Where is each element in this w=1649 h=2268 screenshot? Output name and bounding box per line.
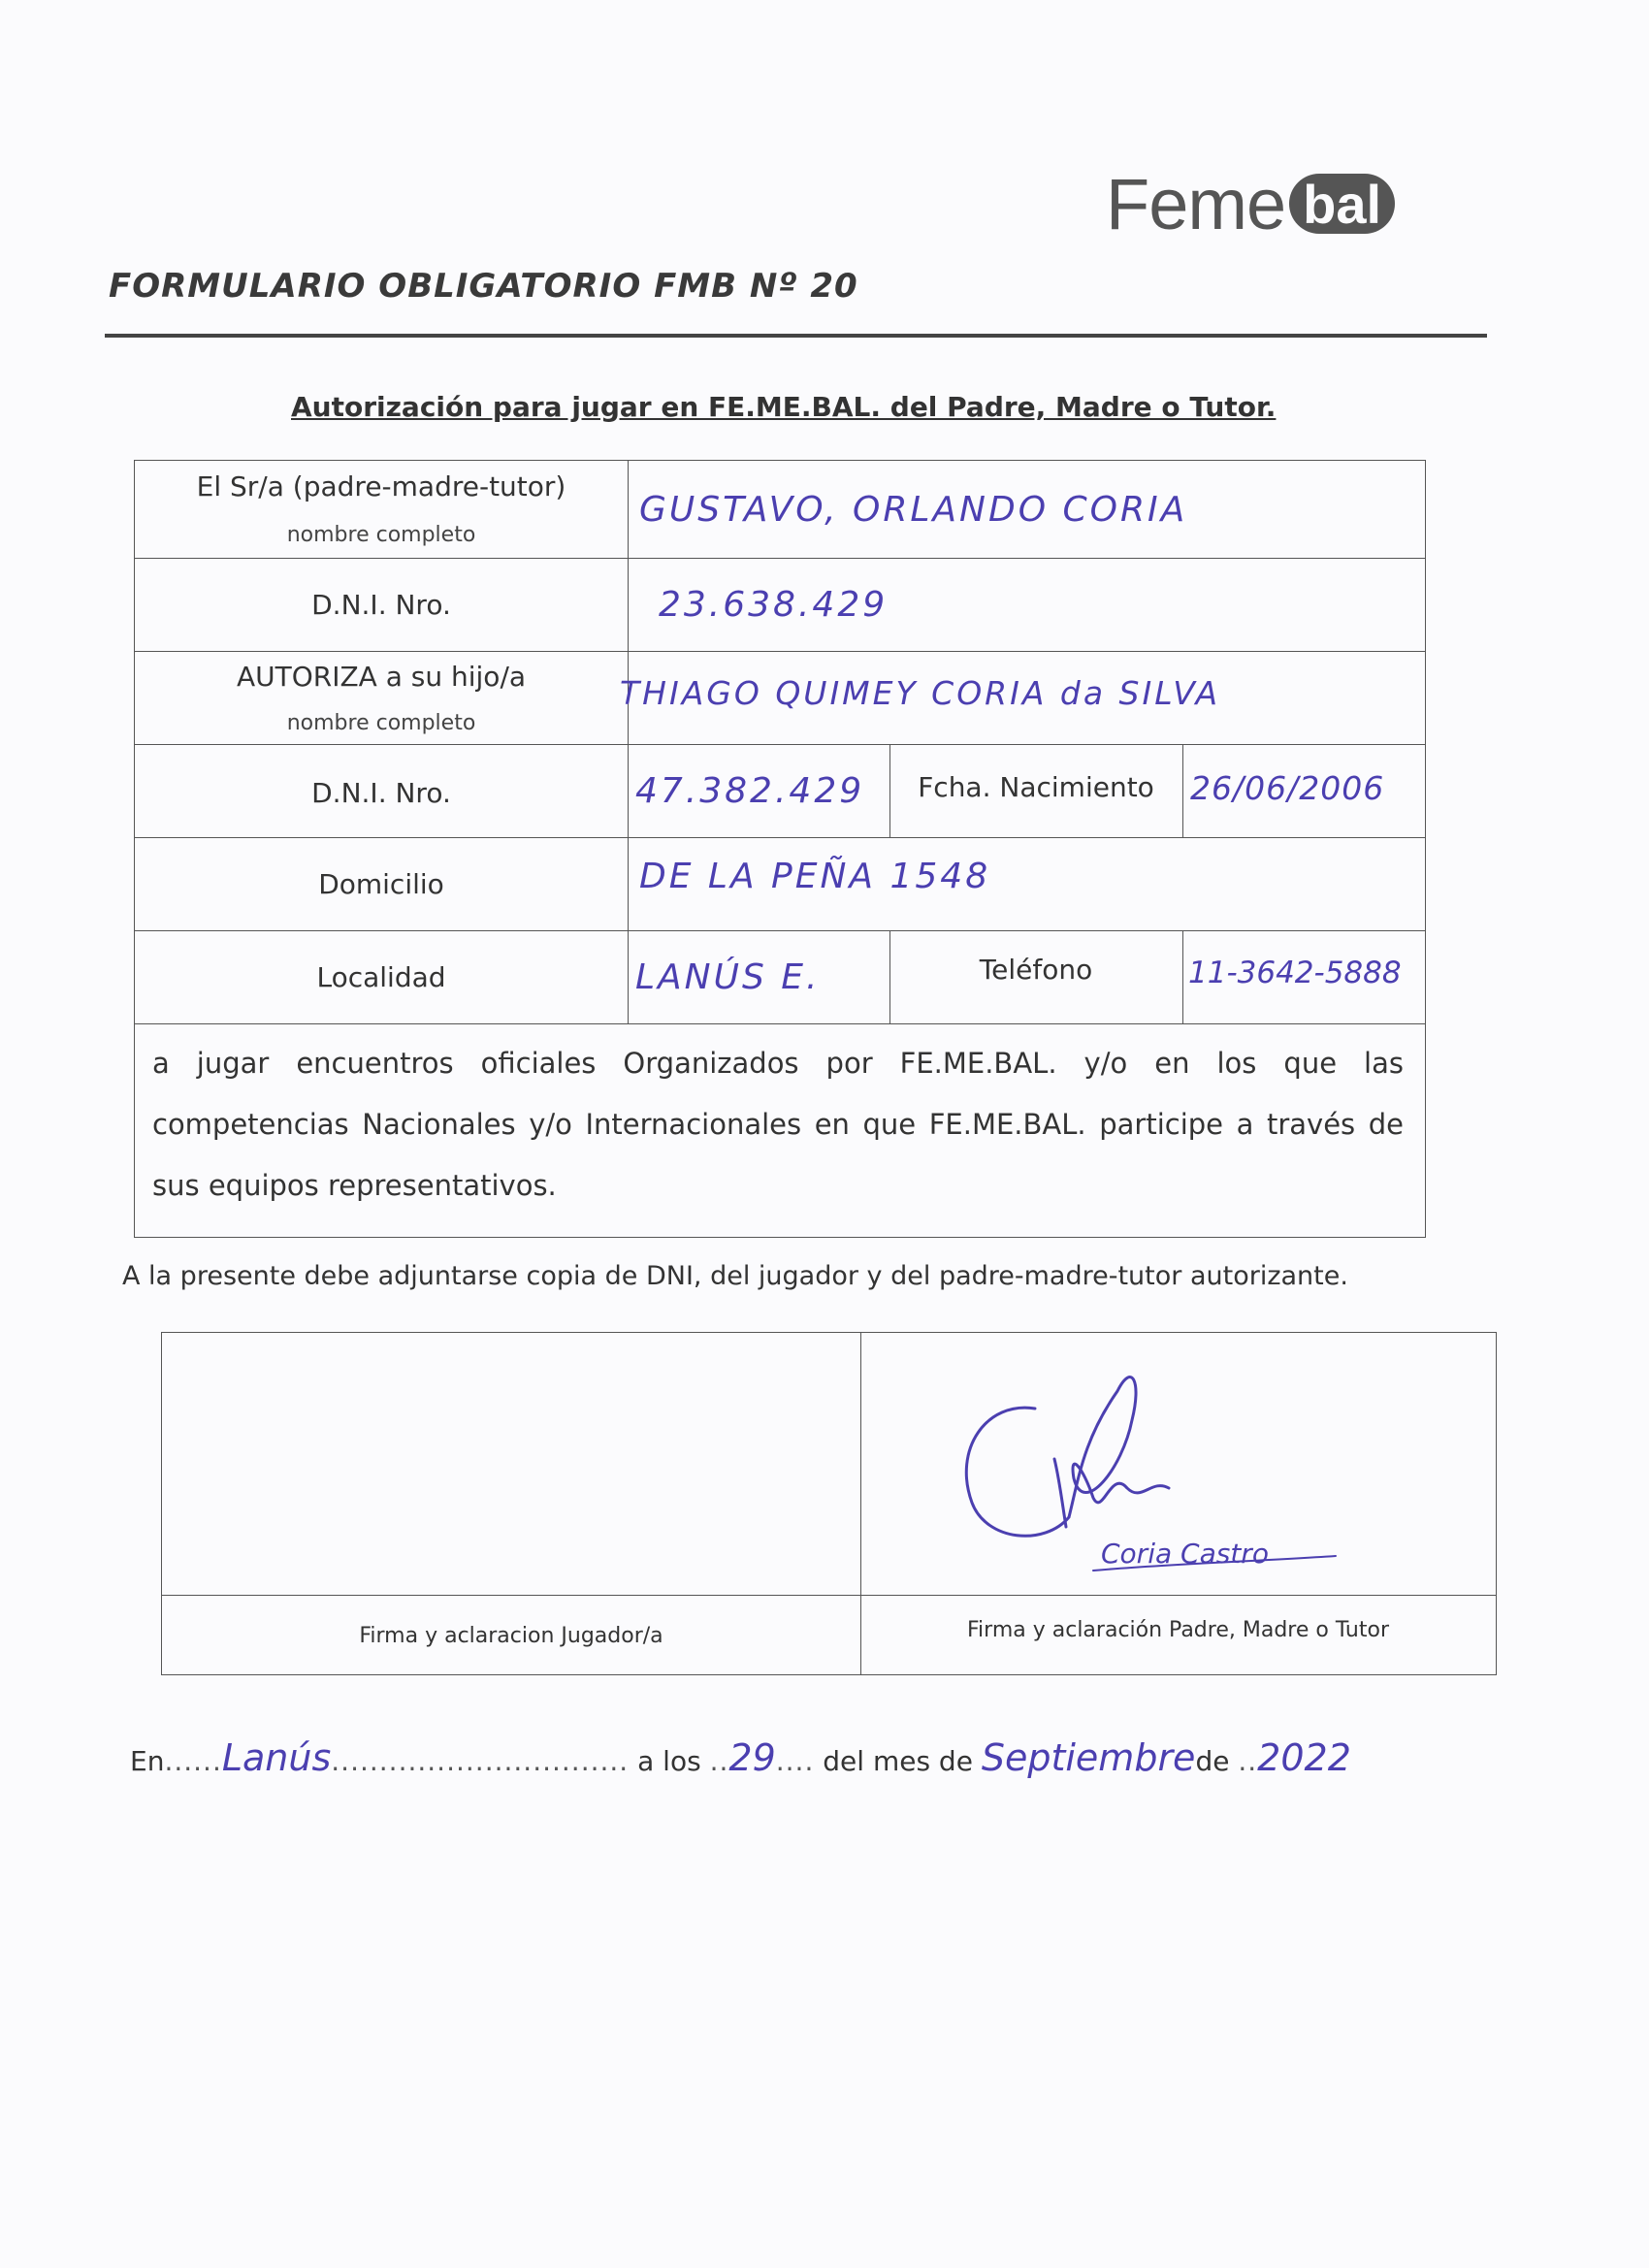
form-title: FORMULARIO OBLIGATORIO FMB Nº 20 (109, 267, 858, 306)
address-label: Domicilio (318, 868, 444, 900)
row-divider (162, 1595, 1496, 1596)
locality-field[interactable]: LANÚS E. (635, 957, 821, 997)
column-divider (628, 461, 629, 1023)
logo-text: Feme (1106, 163, 1286, 244)
player-signature-label: Firma y aclaracion Jugador/a (359, 1624, 663, 1648)
day-dots: .... (775, 1745, 815, 1777)
month-label: del mes de (823, 1745, 973, 1777)
address-field[interactable]: DE LA PEÑA 1548 (639, 857, 991, 896)
de-label: de (1195, 1745, 1230, 1777)
birth-date-field[interactable]: 26/06/2006 (1190, 769, 1385, 807)
row-divider (135, 837, 1425, 838)
place-date-line (130, 1736, 1351, 1779)
parent-dni-field[interactable]: 23.638.429 (659, 585, 889, 625)
place-field[interactable]: Lanús (221, 1736, 332, 1779)
row-divider (135, 558, 1425, 559)
a-los-label: a los (637, 1745, 701, 1777)
child-label: AUTORIZA a su hijo/a (236, 661, 527, 693)
signature-table (161, 1332, 1497, 1675)
row-divider (135, 651, 1425, 652)
parent-name-hint: nombre completo (286, 523, 476, 547)
row-divider (135, 930, 1425, 931)
month-field[interactable]: Septiembre (981, 1736, 1196, 1779)
child-name-field[interactable]: THIAGO QUIMEY CORIA da SILVA (620, 674, 1221, 712)
parent-name-field[interactable]: GUSTAVO, ORLANDO CORIA (639, 490, 1188, 530)
column-divider (1182, 930, 1183, 1023)
child-dni-label: D.N.I. Nro. (311, 777, 451, 809)
day-dots: .. (709, 1745, 729, 1777)
logo-badge: bal (1289, 174, 1395, 234)
place-dots: ............................... (331, 1745, 630, 1777)
parent-dni-label: D.N.I. Nro. (311, 589, 451, 621)
player-signature-box[interactable] (162, 1333, 860, 1595)
phone-field[interactable]: 11-3642-5888 (1188, 956, 1402, 990)
phone-label: Teléfono (979, 954, 1093, 986)
signer-name: Coria Castro (1101, 1538, 1269, 1570)
child-dni-field[interactable]: 47.382.429 (635, 771, 865, 811)
row-divider (135, 1023, 1425, 1024)
authorization-text: a jugar encuentros oficiales Organizados por FE.ME.BAL. y/o en los que las competencias Nacionales y/o Internacionales en que FE.ME.BAL. participe a través de sus equipos representativos. (152, 1047, 1404, 1202)
column-divider (1182, 744, 1183, 837)
femebal-logo (1106, 165, 1395, 243)
parent-signature-label: Firma y aclaración Padre, Madre o Tutor (967, 1618, 1389, 1642)
locality-label: Localidad (316, 961, 446, 993)
authorization-table (134, 460, 1426, 1238)
year-dots: .. (1238, 1745, 1258, 1777)
place-dots: ...... (164, 1745, 222, 1777)
child-name-hint: nombre completo (286, 711, 476, 735)
parent-label: El Sr/a (padre-madre-tutor) (196, 470, 566, 502)
attachment-note: A la presente debe adjuntarse copia de DNI, del jugador y del padre-madre-tutor autorizante. (122, 1261, 1348, 1291)
en-label: En (130, 1745, 165, 1777)
day-field[interactable]: 29 (728, 1736, 776, 1779)
title-divider (105, 334, 1487, 338)
birth-date-label: Fcha. Nacimiento (918, 771, 1154, 803)
row-divider (135, 744, 1425, 745)
form-subtitle: Autorización para jugar en FE.ME.BAL. del Padre, Madre o Tutor. (291, 391, 1277, 423)
year-field[interactable]: 2022 (1257, 1736, 1351, 1779)
